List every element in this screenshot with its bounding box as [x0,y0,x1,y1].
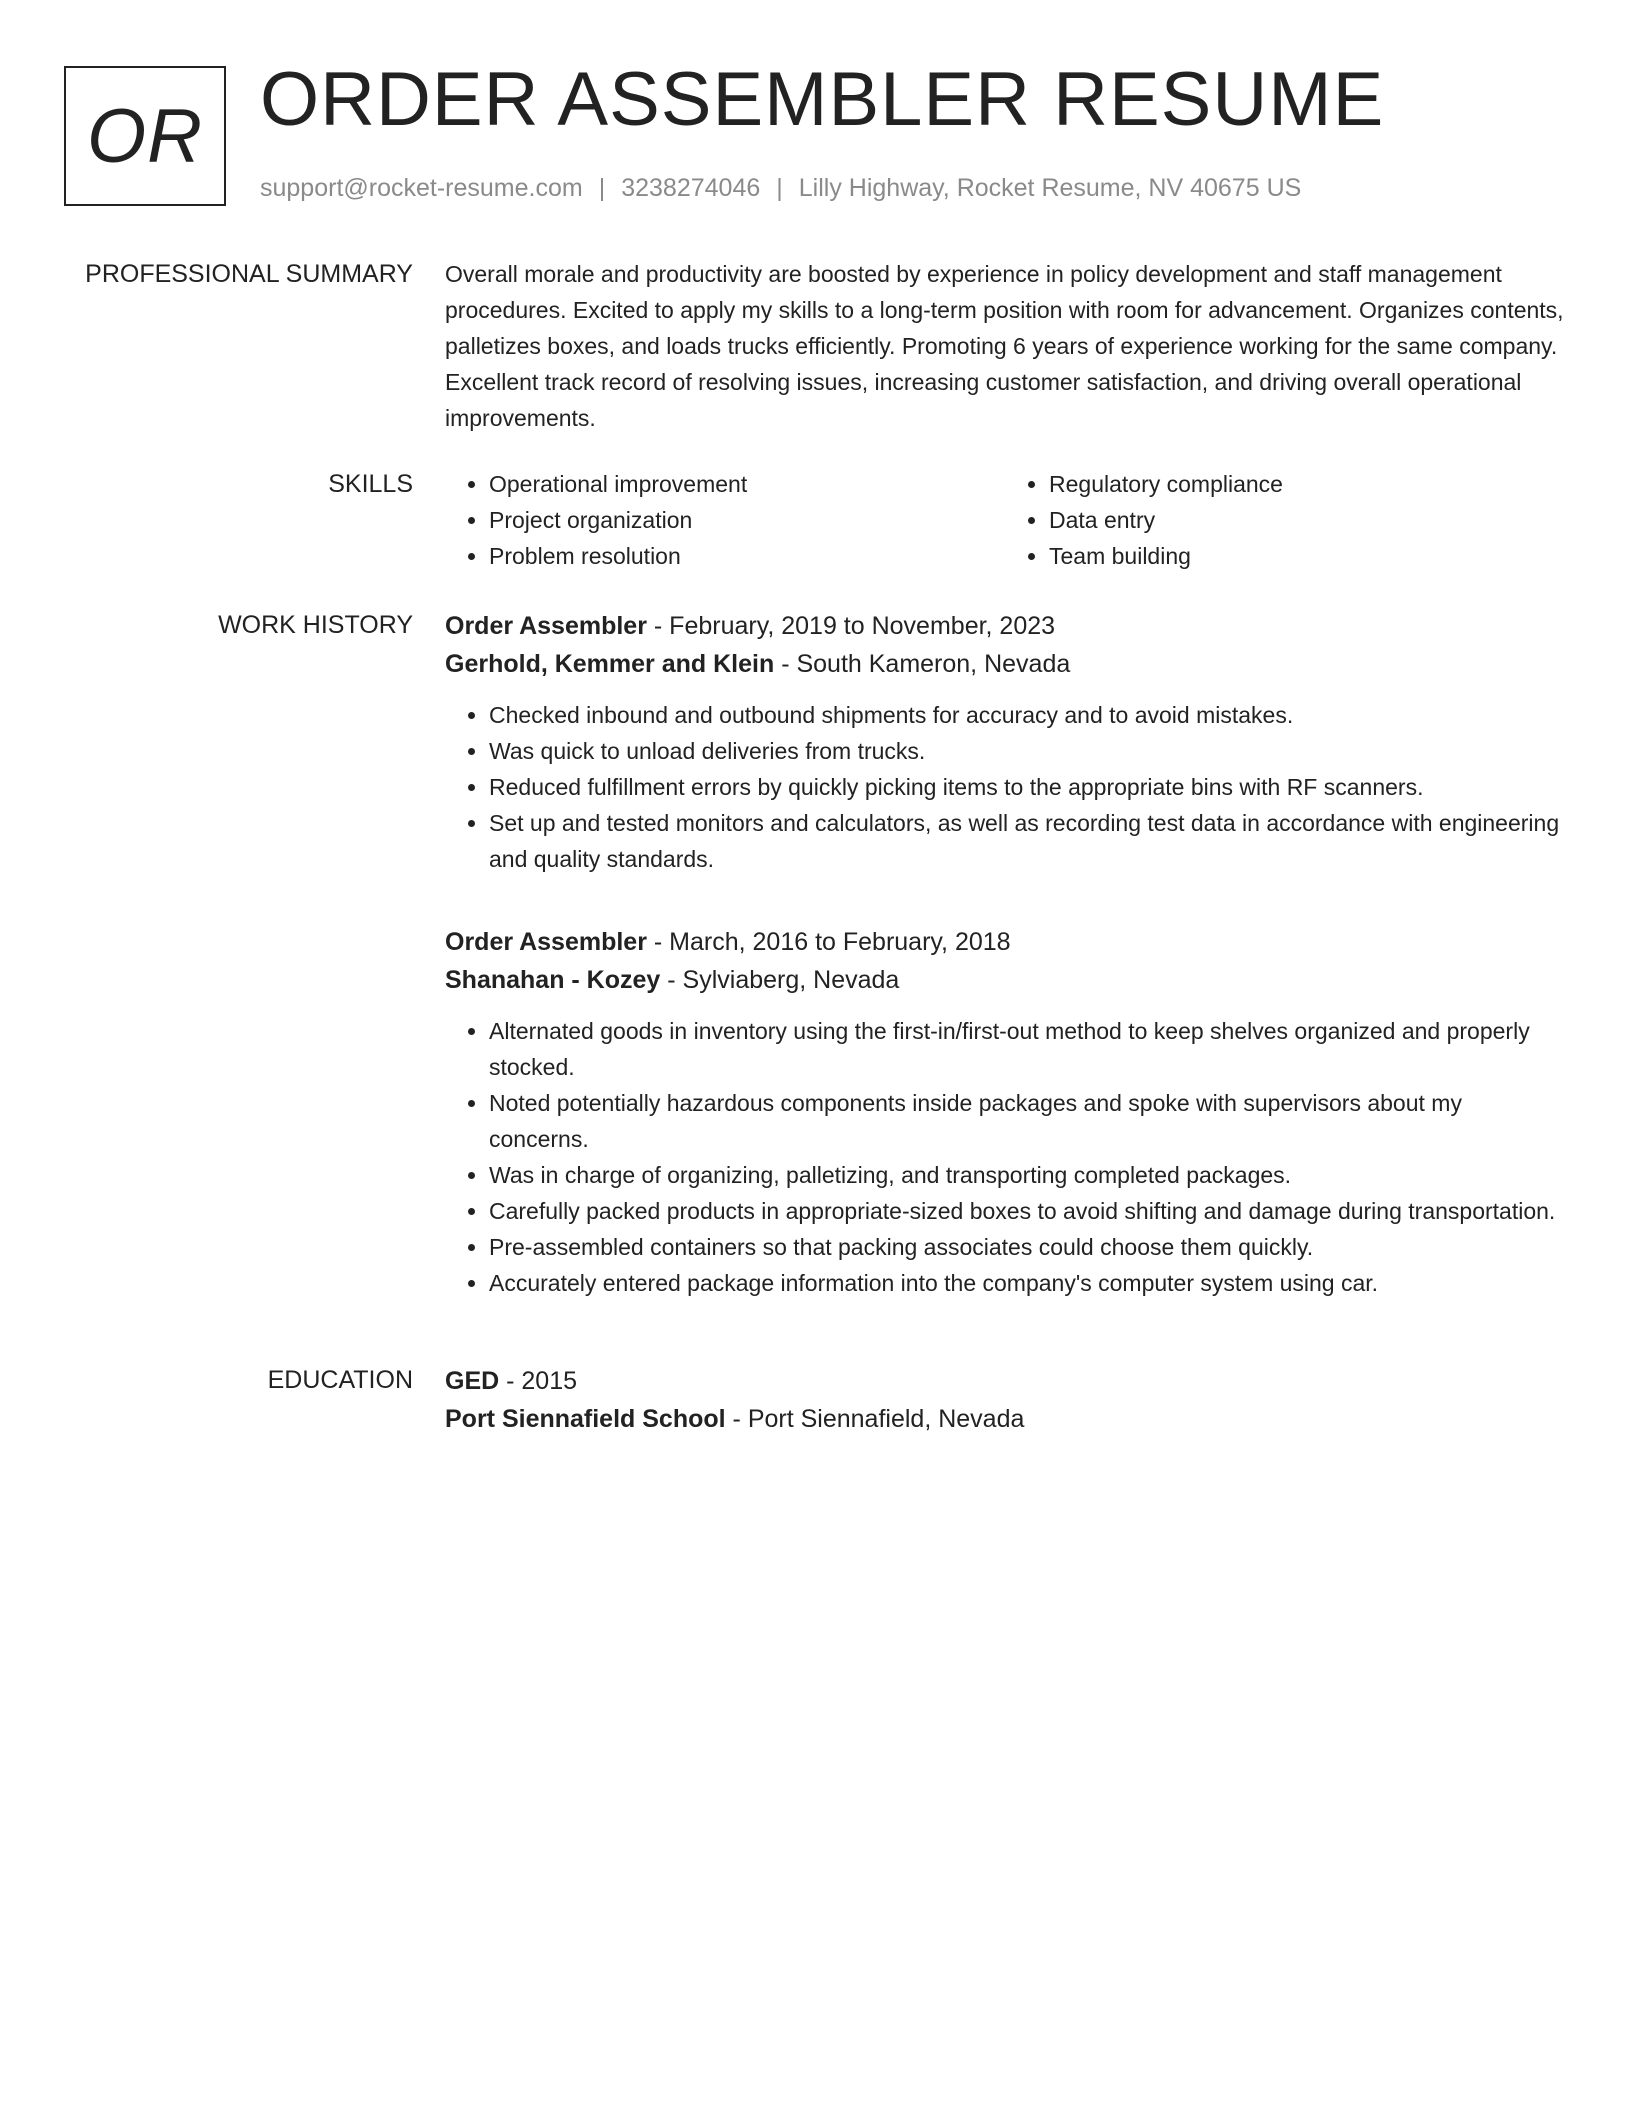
section-title-education: EDUCATION [267,1366,413,1394]
education-body [445,1362,1565,1452]
section-title-work-history: WORK HISTORY [218,611,413,639]
job-entry [445,923,1565,1301]
job-title-line: Order Assembler - February, 2019 to November, 2023 [445,612,1056,640]
education-year: 2015 [521,1367,578,1395]
job-duty: • Was quick to unload deliveries from trucks. [489,733,1565,769]
job-duty: • Pre-assembled containers so that packing associates could choose them quickly. [489,1229,1565,1265]
contact-phone: 3238274046 [621,174,761,202]
monogram-text: OR [87,93,203,179]
job-company: Gerhold, Kemmer and Klein [445,650,775,678]
job-role: Order Assembler [445,612,647,640]
summary-body [445,256,1565,436]
job-company-line: Shanahan - Kozey - Sylviaberg, Nevada [445,966,900,994]
education-school-line: Port Siennafield School - Port Siennafield, Nevada [445,1405,1025,1433]
skills-list-left [445,466,1005,574]
skills-grid [445,466,1565,574]
job-location: Sylviaberg, Nevada [682,966,900,994]
monogram-badge [64,66,226,206]
skills-list-right [1005,466,1565,574]
skill-item: • Regulatory compliance [1049,466,1565,502]
contact-separator: | [598,174,606,202]
skill-item: • Operational improvement [489,466,1005,502]
job-title-line: Order Assembler - March, 2016 to February, 2018 [445,928,1011,956]
job-duties-list [445,1013,1565,1301]
job-entry [445,607,1565,877]
summary-text: Overall morale and productivity are boosted by experience in policy development and staff management procedures. Excited to apply my skills to a long-term position with room for advancement. Organizes contents, palletizes boxes, and loads trucks efficiently. Promoting 6 years of experience working for the same company. Excellent track record of resolving issues, increasing customer satisfaction, and driving overall operational improvements. [445,261,1564,431]
education-degree-line: GED - 2015 [445,1367,578,1395]
skill-item: • Data entry [1049,502,1565,538]
skills-body [445,466,1565,574]
job-duty: • Checked inbound and outbound shipments for accuracy and to avoid mistakes. [489,697,1565,733]
job-company-line: Gerhold, Kemmer and Klein - South Kameron, Nevada [445,650,1071,678]
job-duty: • Noted potentially hazardous components inside packages and spoke with supervisors about my concerns. [489,1085,1565,1157]
skill-item: • Project organization [489,502,1005,538]
job-duty: • Set up and tested monitors and calculators, as well as recording test data in accordance with engineering and quality standards. [489,805,1565,877]
job-duty: • Carefully packed products in appropriate-sized boxes to avoid shifting and damage during transportation. [489,1193,1565,1229]
job-company: Shanahan - Kozey [445,966,661,994]
resume-title: ORDER ASSEMBLER RESUME [260,57,1385,142]
education-location: Port Siennafield, Nevada [747,1405,1025,1433]
job-dates: March, 2016 to February, 2018 [669,928,1011,956]
contact-email: support@rocket-resume.com [260,174,583,202]
job-duty: • Reduced fulfillment errors by quickly picking items to the appropriate bins with RF scanners. [489,769,1565,805]
section-title-summary: PROFESSIONAL SUMMARY [85,260,413,288]
job-duty: • Accurately entered package information into the company's computer system using car. [489,1265,1565,1301]
skill-item: • Team building [1049,538,1565,574]
job-dates: February, 2019 to November, 2023 [669,612,1056,640]
job-role: Order Assembler [445,928,647,956]
skill-item: • Problem resolution [489,538,1005,574]
education-degree: GED [445,1367,500,1395]
contact-separator: | [776,174,783,202]
job-duties-list [445,697,1565,877]
contact-line [260,174,1301,203]
work-history-body [445,607,1565,1301]
section-title-skills: SKILLS [328,470,413,498]
job-duty: • Alternated goods in inventory using the first-in/first-out method to keep shelves organized and properly stocked. [489,1013,1565,1085]
job-duty: • Was in charge of organizing, palletizing, and transporting completed packages. [489,1157,1565,1193]
education-school: Port Siennafield School [445,1405,726,1433]
contact-address: Lilly Highway, Rocket Resume, NV 40675 US [798,174,1302,202]
job-location: South Kameron, Nevada [796,650,1071,678]
